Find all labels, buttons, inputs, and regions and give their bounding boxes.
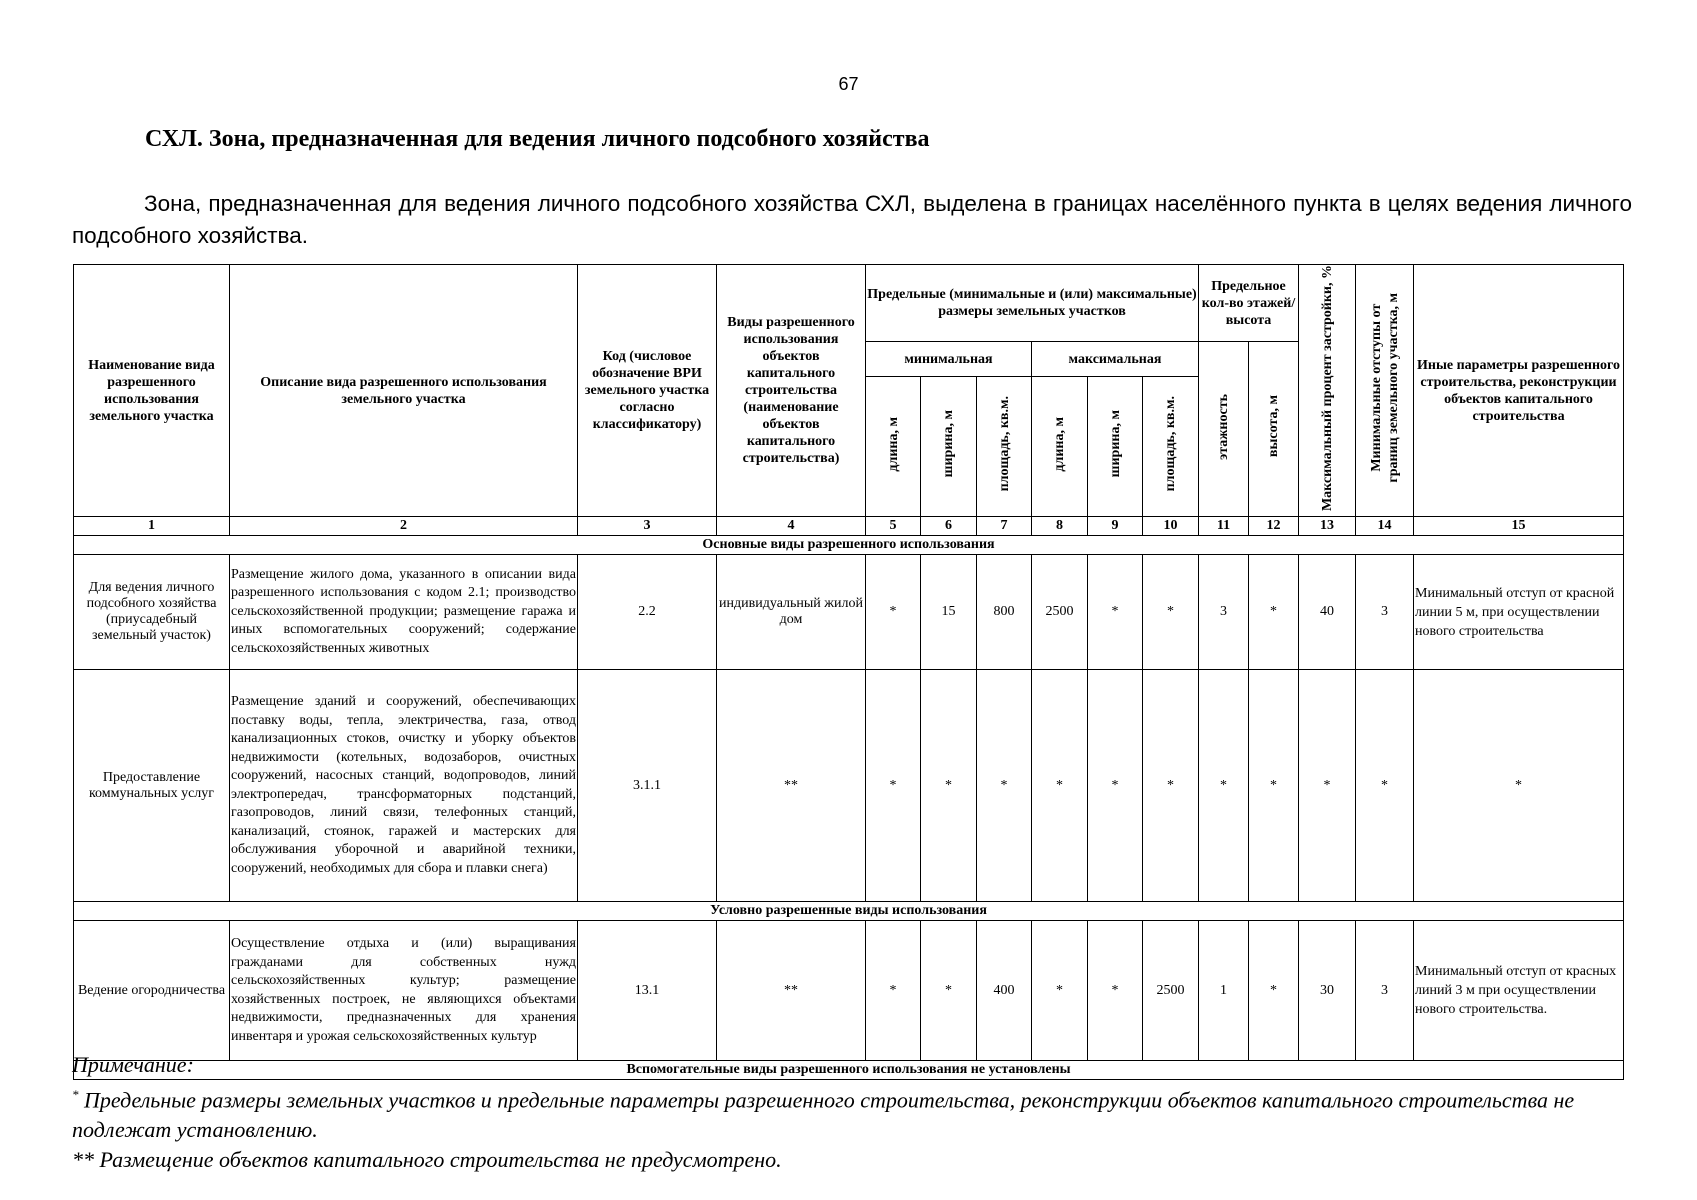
row-value: 3 xyxy=(1356,921,1414,1061)
conditional-rows xyxy=(74,921,1624,1061)
column-number: 4 xyxy=(717,517,866,536)
header-min-area: площадь, кв.м. xyxy=(977,377,1032,517)
header-name: Наименование вида разрешенного использования земельного участка xyxy=(74,265,230,517)
column-number: 8 xyxy=(1032,517,1088,536)
header-other: Иные параметры разрешенного строительства, реконструкции объектов капитального строительства xyxy=(1414,265,1624,517)
row-value: * xyxy=(866,921,921,1061)
intro-paragraph: Зона, предназначенная для ведения личного подсобного хозяйства СХЛ, выделена в границах населённого пункта в целях ведения личного подсобного хозяйства. xyxy=(72,191,1632,248)
header-floors: этажность xyxy=(1199,342,1249,517)
row-value: * xyxy=(1143,670,1199,902)
row-value: 400 xyxy=(977,921,1032,1061)
row-value: * xyxy=(921,921,977,1061)
row-code: 3.1.1 xyxy=(578,670,717,902)
table-row xyxy=(74,921,1624,1061)
row-value: 30 xyxy=(1299,921,1356,1061)
header-max: максимальная xyxy=(1032,342,1199,377)
column-number: 11 xyxy=(1199,517,1249,536)
row-description: Размещение зданий и сооружений, обеспечивающих поставку воды, тепла, электричества, газа, отвод канализационных стоков, очистку и уборку объектов недвижимости (котельных, водозаборов, очистных сооружений, насосных станций, водопроводов, линий электропередач, трансформаторных подстанций, газопроводов, линий связи, телефонных станций, канализаций, стоянок, гаражей и мастерских для обслуживания уборочной и аварийной техники, сооружений, необходимых для сбора и плавки снега) xyxy=(230,670,578,902)
note-2: ** Размещение объектов капитального строительства не предусмотрено. xyxy=(72,1147,782,1173)
column-number: 13 xyxy=(1299,517,1356,536)
row-value: 800 xyxy=(977,555,1032,670)
page-number: 67 xyxy=(838,74,859,94)
row-value: * xyxy=(1088,670,1143,902)
section-row-conditional xyxy=(74,902,1624,921)
column-numbers-row xyxy=(74,517,1624,536)
row-value: 15 xyxy=(921,555,977,670)
row-value: * xyxy=(1249,555,1299,670)
section-heading: СХЛ. Зона, предназначенная для ведения личного подсобного хозяйства xyxy=(145,126,930,152)
row-name: Ведение огородничества xyxy=(74,921,230,1061)
table-row xyxy=(74,670,1624,902)
column-number: 10 xyxy=(1143,517,1199,536)
row-kinds: ** xyxy=(717,921,866,1061)
column-number: 15 xyxy=(1414,517,1624,536)
note-1 xyxy=(72,1080,1632,1145)
column-number: 2 xyxy=(230,517,578,536)
row-value: 1 xyxy=(1199,921,1249,1061)
header-limits: Предельные (минимальные и (или) максимальные) размеры земельных участков xyxy=(866,265,1199,342)
header-description: Описание вида разрешенного использования земельного участка xyxy=(230,265,578,517)
header-max-length: длина, м xyxy=(1032,377,1088,517)
header-code: Код (числовое обозначение ВРИ земельного участка согласно классификатору) xyxy=(578,265,717,517)
header-height: высота, м xyxy=(1249,342,1299,517)
column-number: 3 xyxy=(578,517,717,536)
row-name: Для ведения личного подсобного хозяйства (приусадебный земельный участок) xyxy=(74,555,230,670)
row-other: * xyxy=(1414,670,1624,902)
row-value: * xyxy=(1249,670,1299,902)
header-min-setback: Минимальные отступы от границ земельного участка, м xyxy=(1356,265,1414,517)
row-value: * xyxy=(1088,921,1143,1061)
table-row xyxy=(74,555,1624,670)
row-name: Предоставление коммунальных услуг xyxy=(74,670,230,902)
header-max-percent: Максимальный процент застройки, % xyxy=(1299,265,1356,517)
row-code: 13.1 xyxy=(578,921,717,1061)
header-max-width: ширина, м xyxy=(1088,377,1143,517)
row-value: 3 xyxy=(1356,555,1414,670)
row-other: Минимальный отступ от красной линии 5 м, при осуществлении нового строительства xyxy=(1414,555,1624,670)
row-description: Размещение жилого дома, указанного в описании вида разрешенного использования с кодом 2.1; производство сельскохозяйственной продукции; размещение гаража и иных вспомогательных сооружений; содержание сельскохозяйственных животных xyxy=(230,555,578,670)
row-value: 40 xyxy=(1299,555,1356,670)
column-number: 1 xyxy=(74,517,230,536)
row-kinds: индивидуальный жилой дом xyxy=(717,555,866,670)
header-min-length: длина, м xyxy=(866,377,921,517)
section-main: Основные виды разрешенного использования xyxy=(74,536,1624,555)
row-value: * xyxy=(1299,670,1356,902)
row-value: * xyxy=(1249,921,1299,1061)
row-value: * xyxy=(1143,555,1199,670)
notes-title: Примечание: xyxy=(72,1052,194,1077)
row-code: 2.2 xyxy=(578,555,717,670)
row-value: * xyxy=(1088,555,1143,670)
header-min-width: ширина, м xyxy=(921,377,977,517)
column-number: 12 xyxy=(1249,517,1299,536)
header-min: минимальная xyxy=(866,342,1032,377)
section-row-main xyxy=(74,536,1624,555)
header-max-area: площадь, кв.м. xyxy=(1143,377,1199,517)
row-value: * xyxy=(977,670,1032,902)
row-value: * xyxy=(1032,921,1088,1061)
note-1-mark: * xyxy=(72,1087,79,1102)
header-floors-group: Предельное кол-во этажей/ высота xyxy=(1199,265,1299,342)
row-value: 2500 xyxy=(1032,555,1088,670)
section-conditional: Условно разрешенные виды использования xyxy=(74,902,1624,921)
main-rows xyxy=(74,555,1624,902)
column-number: 7 xyxy=(977,517,1032,536)
row-other: Минимальный отступ от красных линий 3 м при осуществлении нового строительства. xyxy=(1414,921,1624,1061)
row-value: * xyxy=(921,670,977,902)
row-description: Осуществление отдыха и (или) выращивания гражданами для собственных нужд сельскохозяйственных культур; размещение хозяйственных построек, не являющихся объектами недвижимости, предназначенных для хранения инвентаря и урожая сельскохозяйственных культур xyxy=(230,921,578,1061)
note-1-text: Предельные размеры земельных участков и предельные параметры разрешенного строительства, реконструкции объектов капитального строительства не подлежат установлению. xyxy=(72,1087,1575,1143)
notes xyxy=(72,1050,1632,1175)
row-value: * xyxy=(1032,670,1088,902)
row-value: * xyxy=(866,670,921,902)
row-value: * xyxy=(1356,670,1414,902)
row-kinds: ** xyxy=(717,670,866,902)
column-number: 14 xyxy=(1356,517,1414,536)
row-value: * xyxy=(1199,670,1249,902)
row-value: * xyxy=(866,555,921,670)
section-auxiliary: Вспомогательные виды разрешенного использования не установлены xyxy=(74,1061,1624,1080)
column-number: 6 xyxy=(921,517,977,536)
column-number: 9 xyxy=(1088,517,1143,536)
header-kinds: Виды разрешенного использования объектов капитального строительства (наименование объектов капитального строительства) xyxy=(717,265,866,517)
row-value: 2500 xyxy=(1143,921,1199,1061)
zone-parameters-table xyxy=(73,264,1624,1080)
column-number: 5 xyxy=(866,517,921,536)
row-value: 3 xyxy=(1199,555,1249,670)
